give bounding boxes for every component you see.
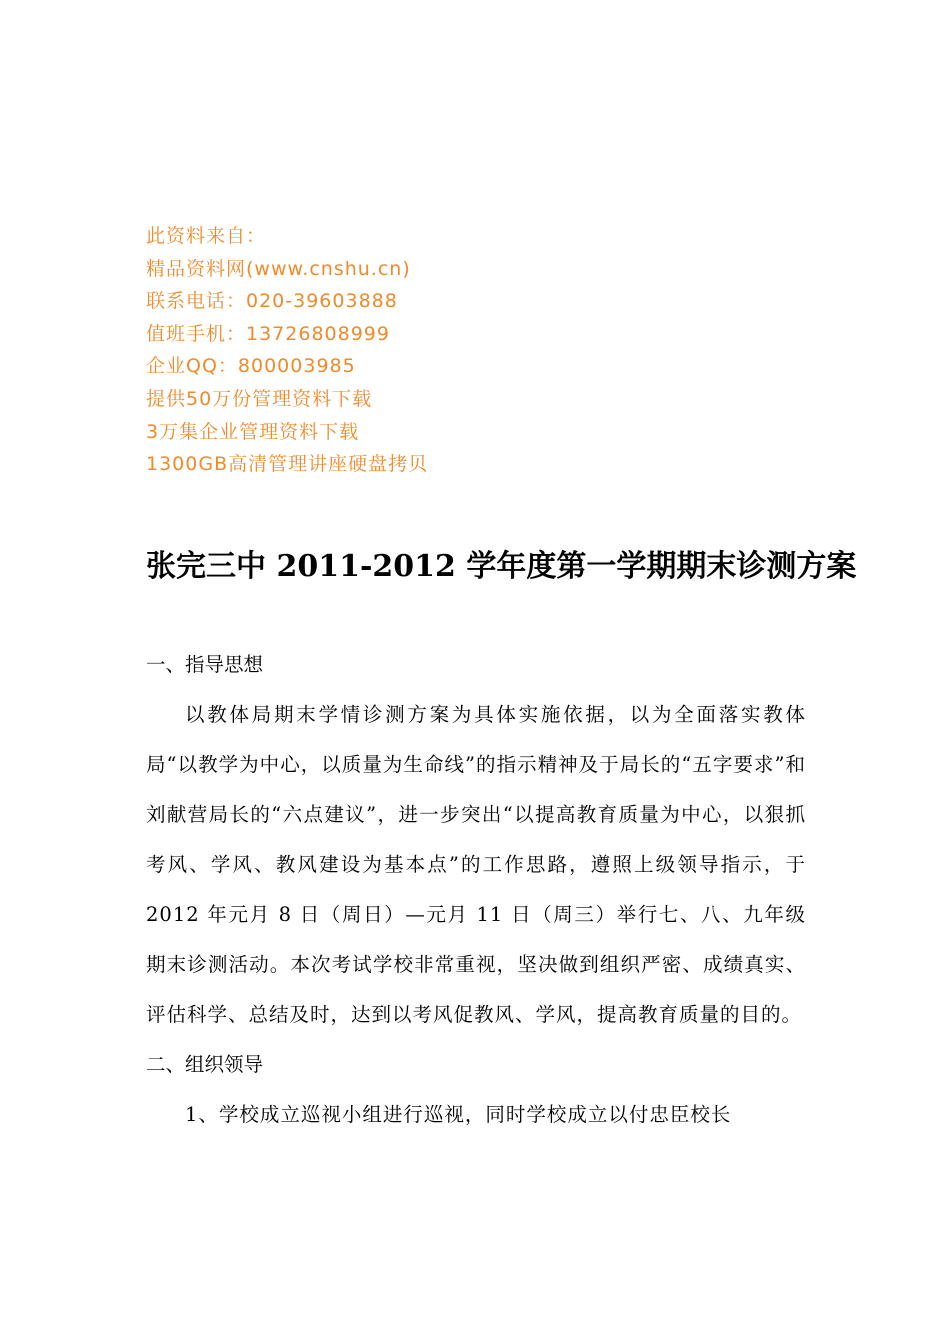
- source-line-qq: 企业QQ：800003985: [146, 355, 356, 378]
- source-info-block: [146, 220, 846, 481]
- document-title: 张完三中 2011-2012 学年度第一学期期末诊测方案: [146, 549, 857, 584]
- source-line-offer-1: 提供50万份管理资料下载: [146, 387, 373, 410]
- section-heading-organization: 二、组织领导: [146, 1053, 264, 1076]
- source-line-mobile: 值班手机：13726808999: [146, 322, 390, 345]
- source-line-offer-3: 1300GB高清管理讲座硬盘拷贝: [146, 453, 429, 476]
- section-heading-guiding-ideology: 一、指导思想: [146, 653, 264, 676]
- source-line-website: 精品资料网(www.cnshu.cn): [146, 257, 411, 280]
- source-line-offer-2: 3万集企业管理资料下载: [146, 420, 360, 443]
- section-paragraph-guiding-ideology: 以教体局期末学情诊测方案为具体实施依据，以为全面落实教体局“以教学为中心，以质量为生命线”的指示精神及于局长的“五字要求”和刘献营局长的“六点建议”，进一步突出“以提高教育质量为中心，以狠抓考风、学风、教风建设为基本点”的工作思路，遵照上级领导指示，于 2012 年元月 8 日（周日）—元月 11 日（周三）举行七、八、九年级期末诊测活动。本次考试学校非常重视，坚决做到组织严密、成绩真实、评估科学、总结及时，达到以考风促教风、学风，提高教育质量的目的。: [146, 703, 806, 1026]
- section-item-organization-1: 1、学校成立巡视小组进行巡视，同时学校成立以付忠臣校长: [185, 1103, 732, 1126]
- source-line: 此资料来自：: [146, 225, 267, 247]
- document-body: [146, 640, 806, 1140]
- source-line-phone: 联系电话：020-39603888: [146, 290, 398, 313]
